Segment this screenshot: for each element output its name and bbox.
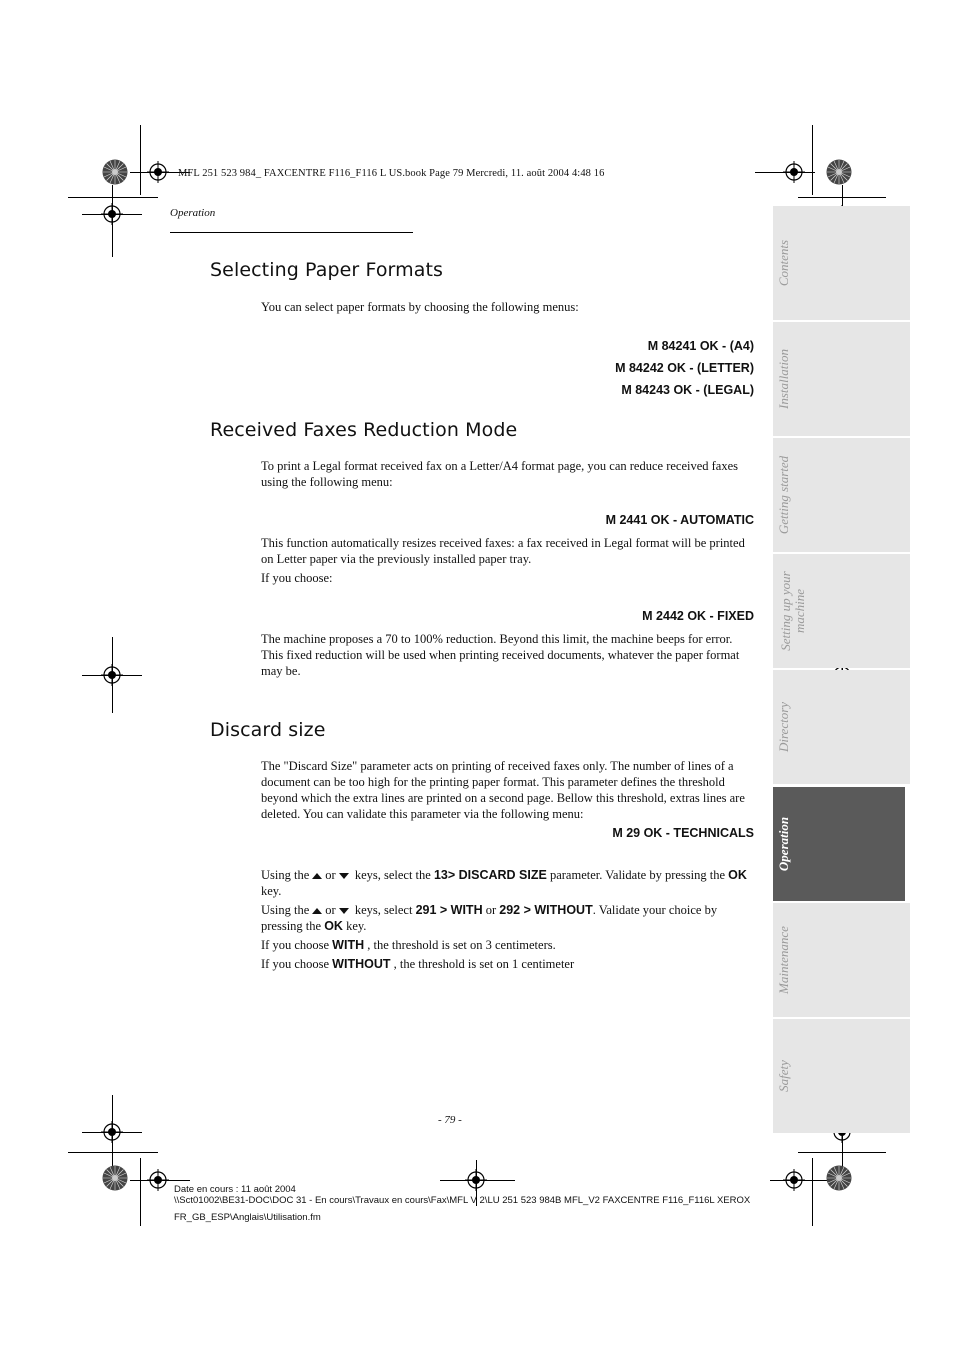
registration-target-icon <box>783 1169 805 1191</box>
tab-setting-up-machine[interactable]: Setting up your machine <box>773 554 910 668</box>
menu-code-letter: M 84242 OK - (LETTER) <box>615 361 754 375</box>
book-header: MFL 251 523 984_ FAXCENTRE F116_F116 L US.book Page 79 Mercredi, 11. août 2004 4:48 16 <box>178 168 605 179</box>
arrow-down-icon <box>339 873 349 879</box>
color-rosette-icon <box>826 159 852 185</box>
menu-code-technicals: M 29 OK - TECHNICALS <box>612 826 754 840</box>
menu-code-automatic: M 2441 OK - AUTOMATIC <box>605 513 754 527</box>
registration-target-icon <box>783 161 805 183</box>
fixed-description: The machine proposes a 70 to 100% reduction. Beyond this limit, the machine beeps for error. This fixed reduction will be used when printing received documents, whatever the paper format may be. <box>261 632 740 678</box>
color-rosette-icon <box>826 1165 852 1191</box>
tab-installation[interactable]: Installation <box>773 322 910 436</box>
registration-target-icon <box>465 1169 487 1191</box>
tab-getting-started[interactable]: Getting started <box>773 438 910 552</box>
discard-with-note: If you choose WITH , the threshold is set on 3 centimeters. <box>261 938 556 952</box>
color-rosette-icon <box>102 159 128 185</box>
registration-target-icon <box>101 203 123 225</box>
menu-code-fixed: M 2442 OK - FIXED <box>642 609 754 623</box>
tab-contents[interactable]: Contents <box>773 206 910 320</box>
footer-date: Date en cours : 11 août 2004 <box>174 1184 296 1195</box>
menu-code-legal: M 84243 OK - (LEGAL) <box>621 383 754 397</box>
arrow-down-icon <box>339 908 349 914</box>
registration-target-icon <box>101 1121 123 1143</box>
arrow-up-icon <box>312 908 322 914</box>
paper-intro: You can select paper formats by choosing the following menus: <box>261 300 579 314</box>
running-head: Operation <box>170 207 216 219</box>
section-title-discard-size: Discard size <box>210 719 326 741</box>
section-title-reduction-mode: Received Faxes Reduction Mode <box>210 419 518 441</box>
color-rosette-icon <box>102 1165 128 1191</box>
tab-maintenance[interactable]: Maintenance <box>773 903 910 1017</box>
tab-operation[interactable]: Operation <box>773 787 905 901</box>
discard-step-2: Using the or keys, select 291 > WITH or 292 > WITHOUT. Validate your choice by pressing the OK key. <box>261 903 718 933</box>
footer-path: \\Sct01002\BE31-DOC\DOC 31 - En cours\Travaux en cours\Fax\MFL V 2\LU 251 523 984B MFL_V2 FAXCENTRE F116_F116L XEROX <box>174 1195 751 1206</box>
if-you-choose-text: If you choose: <box>261 571 333 585</box>
discard-step-1: Using the or keys, select the 13> DISCARD SIZE parameter. Validate by pressing the OK key. <box>261 868 747 898</box>
automatic-description: This function automatically resizes received faxes: a fax received in Legal format will be printed on Letter paper via the previously installed paper tray. <box>261 536 745 566</box>
section-title-paper-formats: Selecting Paper Formats <box>210 259 444 281</box>
registration-target-icon <box>147 1169 169 1191</box>
menu-code-a4: M 84241 OK - (A4) <box>647 339 754 353</box>
page-number: - 79 - <box>438 1114 462 1126</box>
discard-intro: The "Discard Size" parameter acts on printing of received faxes only. The number of lines of a document can be too high for the printing paper format. This parameter defines the threshold beyond which the extra lines are printed on a second page. Bellow this threshold, extras lines are deleted. You can validate this parameter via the following menu: <box>261 759 745 821</box>
registration-target-icon <box>147 161 169 183</box>
tab-directory[interactable]: Directory <box>773 670 910 784</box>
reduction-intro: To print a Legal format received fax on a Letter/A4 format page, you can reduce received faxes using the following menu: <box>261 459 739 489</box>
tab-safety[interactable]: Safety <box>773 1019 910 1133</box>
registration-target-icon <box>101 664 123 686</box>
arrow-up-icon <box>312 873 322 879</box>
discard-without-note: If you choose WITHOUT , the threshold is set on 1 centimeter <box>261 957 575 971</box>
footer-file: FR_GB_ESP\Anglais\Utilisation.fm <box>174 1212 321 1223</box>
